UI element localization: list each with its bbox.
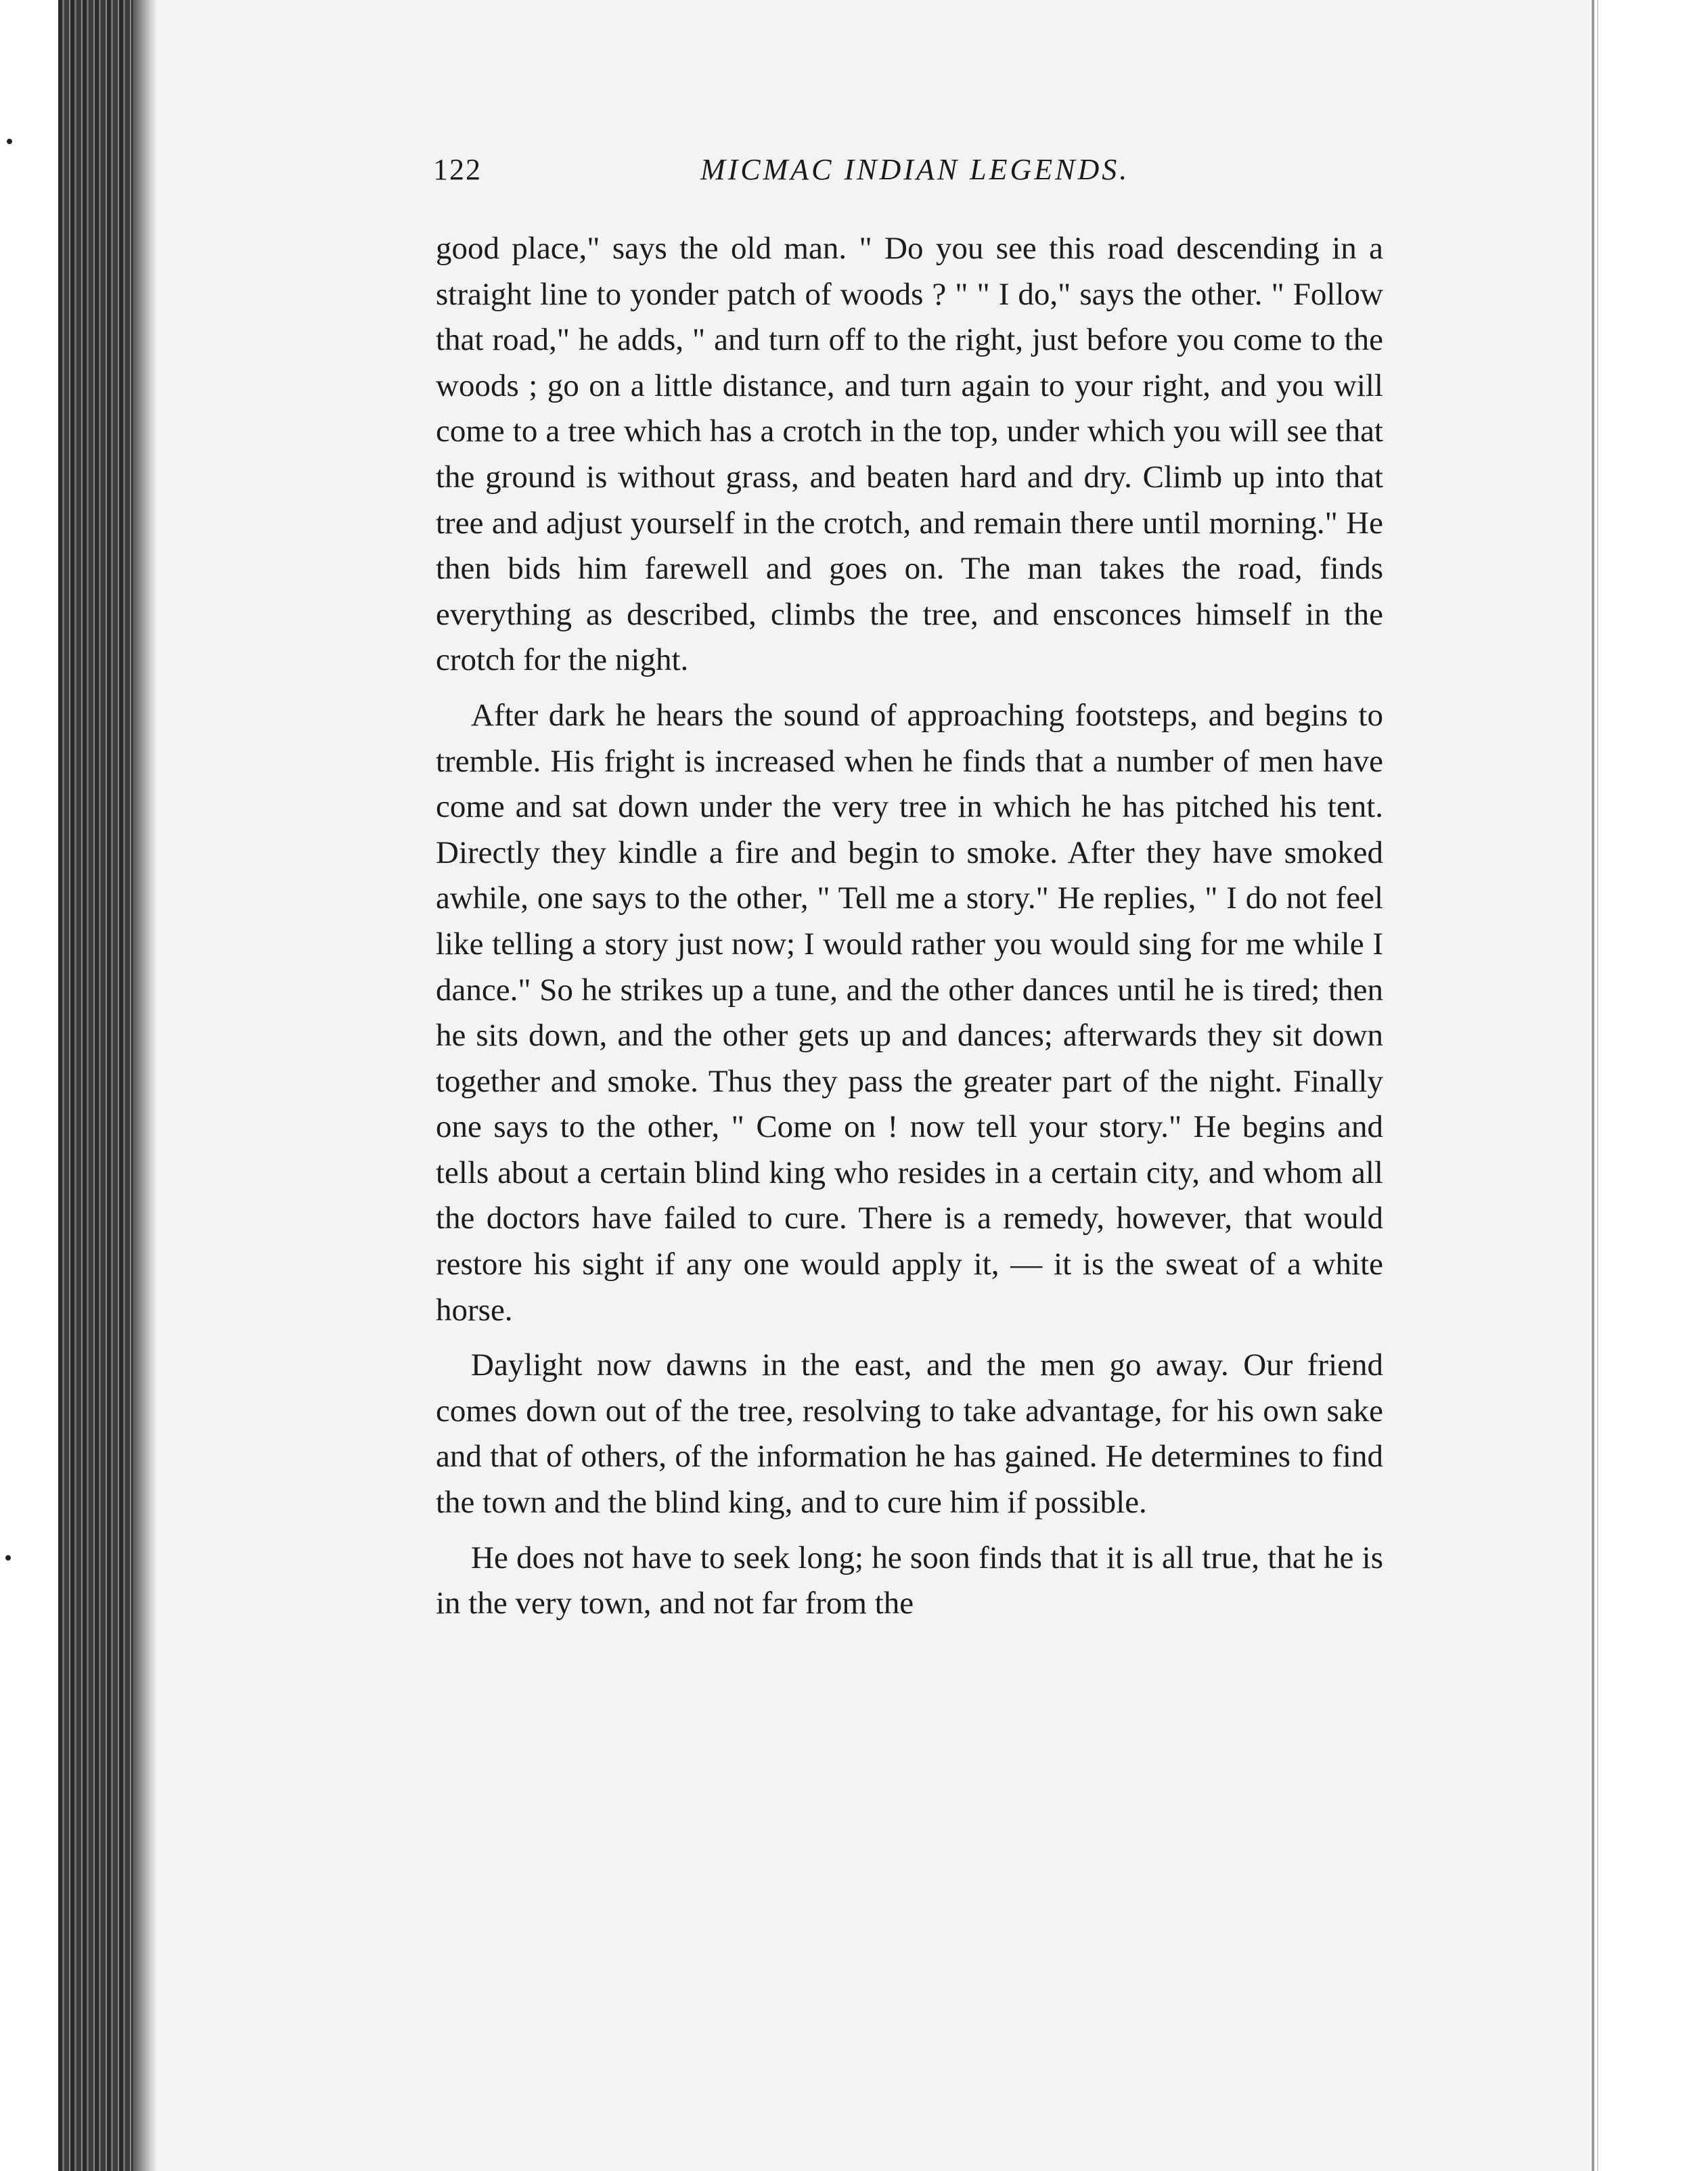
running-header (433, 152, 1394, 200)
scan-margin-left (0, 0, 58, 2171)
scan-speck (5, 1555, 11, 1561)
scan-margin-right (1590, 0, 1708, 2171)
book-gutter-shadow (133, 0, 157, 2171)
scan-speck (7, 139, 12, 144)
body-text (436, 226, 1383, 1636)
page-number: 122 (433, 153, 482, 186)
facing-page-edge (1592, 0, 1594, 2171)
paragraph: He does not have to seek long; he soon finds that it is all true, that he is in the very town, and not far from the (436, 1540, 1383, 1621)
paragraph: After dark he hears the sound of approaching footsteps, and begins to tremble. His fright is increased when he finds that a number of men have come and sat down under the very tree in which he has pitched his tent. Directly they kindle a fire and begin to smoke. After they have smoked awhile, one says to the other, " Tell me a story." He replies, " I do not feel like telling a story just now; I would rather you would sing for me while I dance." So he strikes up a tune, and the other dances until he is tired; then he sits down, and the other gets up and dances; afterwards they sit down together and smoke. Thus they pass the greater part of the night. Finally one says to the other, " Come on ! now tell your story." He begins and tells about a certain blind king who resides in a certain city, and whom all the doctors have failed to cure. There is a remedy, however, that would restore his sight if any one would apply it, — it is the sweat of a white horse. (436, 697, 1383, 1328)
paragraph: Daylight now dawns in the east, and the men go away. Our friend comes down out of the tree, resolving to take advantage, for his own sake and that of others, of the information he has gained. He determines to find the town and the blind king, and to cure him if possible. (436, 1347, 1383, 1521)
paragraph: good place," says the old man. " Do you see this road descending in a straight line to yonder patch of woods ? " " I do," says the other. " Follow that road," he adds, " and turn off to the right, just before you come to the woods ; go on a little distance, and turn again to your right, and you will come to a tree which has a crotch in the top, under which you will see that the ground is without grass, and beaten hard and dry. Climb up into that tree and adjust yourself in the crotch, and remain there until morning." He then bids him farewell and goes on. The man takes the road, finds everything as described, climbs the tree, and ensconces himself in the crotch for the night. (436, 231, 1383, 678)
running-head-title: MICMAC INDIAN LEGENDS. (700, 153, 1130, 186)
facing-page-edge-highlight (1597, 0, 1598, 2171)
